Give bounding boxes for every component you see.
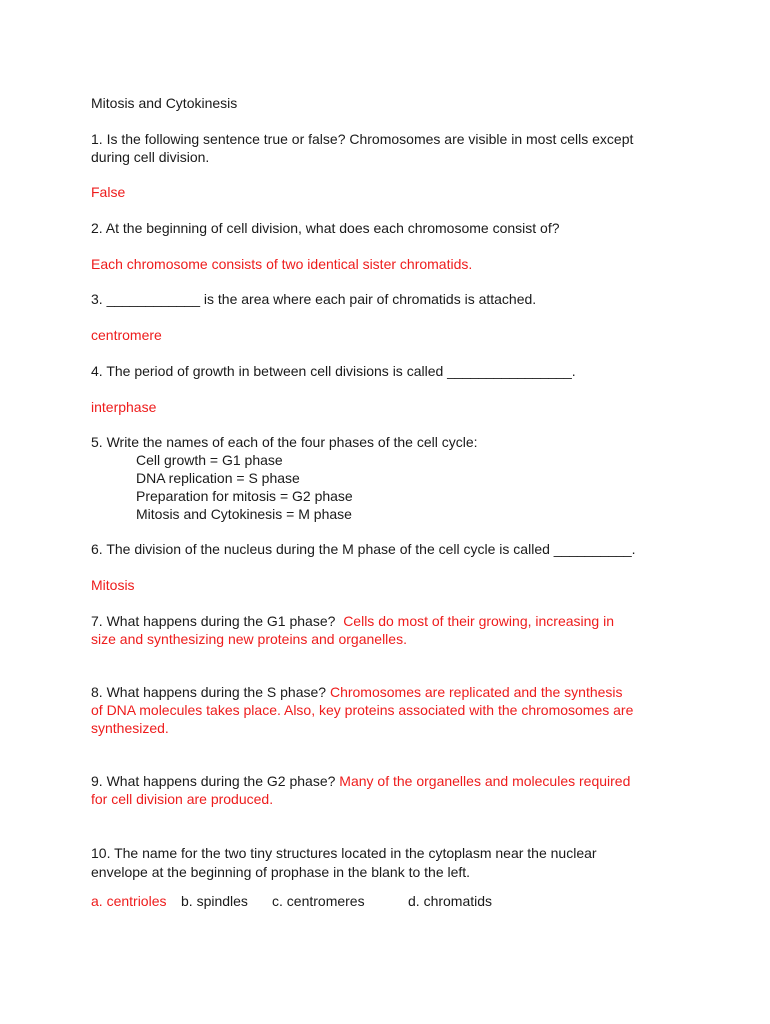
question-8: 8. What happens during the S phase? [91, 684, 327, 700]
question-7: 7. What happens during the G1 phase? [91, 613, 336, 629]
question-1-line-1: 1. Is the following sentence true or false? Chromosomes are visible in most cells except [91, 131, 634, 147]
question-6: 6. The division of the nucleus during the M phase of the cell cycle is called __________. [91, 541, 636, 557]
phase-item: Preparation for mitosis = G2 phase [136, 488, 353, 504]
phase-item: DNA replication = S phase [136, 470, 300, 486]
question-3: 3. ____________ is the area where each pair of chromatids is attached. [91, 291, 537, 307]
answer-7-part-2: size and synthesizing new proteins and organelles. [91, 631, 407, 647]
option-c: c. centromeres [272, 893, 365, 909]
answer-8-part-3: synthesized. [91, 720, 169, 736]
answer-4: interphase [91, 399, 157, 415]
answer-9-part-2: for cell division are produced. [91, 791, 274, 807]
answer-1: False [91, 184, 126, 200]
question-1-line-2: during cell division. [91, 149, 210, 165]
question-9: 9. What happens during the G2 phase? [91, 773, 336, 789]
question-5: 5. Write the names of each of the four phases of the cell cycle: [91, 434, 478, 450]
question-7-line-1 [91, 612, 614, 630]
answer-7-part-1: Cells do most of their growing, increasing in [343, 613, 614, 629]
question-10-line-2: envelope at the beginning of prophase in the blank to the left. [91, 864, 471, 880]
question-2: 2. At the beginning of cell division, what does each chromosome consist of? [91, 220, 560, 236]
question-8-line-1 [91, 683, 623, 701]
phase-item: Mitosis and Cytokinesis = M phase [136, 506, 352, 522]
answer-6: Mitosis [91, 577, 135, 593]
option-b: b. spindles [181, 893, 248, 909]
answer-8-part-2: of DNA molecules takes place. Also, key proteins associated with the chromosomes are [91, 702, 634, 718]
answer-2: Each chromosome consists of two identical sister chromatids. [91, 256, 473, 272]
question-10-line-1: 10. The name for the two tiny structures located in the cytoplasm near the nuclear [91, 845, 597, 861]
answer-3: centromere [91, 327, 162, 343]
question-9-line-1 [91, 772, 630, 790]
worksheet-title: Mitosis and Cytokinesis [91, 95, 238, 111]
option-d: d. chromatids [408, 893, 493, 909]
answer-9-part-1: Many of the organelles and molecules required [339, 773, 631, 789]
phase-item: Cell growth = G1 phase [136, 452, 283, 468]
question-4: 4. The period of growth in between cell divisions is called ________________. [91, 363, 576, 379]
answer-8-part-1: Chromosomes are replicated and the synthesis [329, 684, 623, 700]
option-a: a. centrioles [91, 893, 167, 909]
